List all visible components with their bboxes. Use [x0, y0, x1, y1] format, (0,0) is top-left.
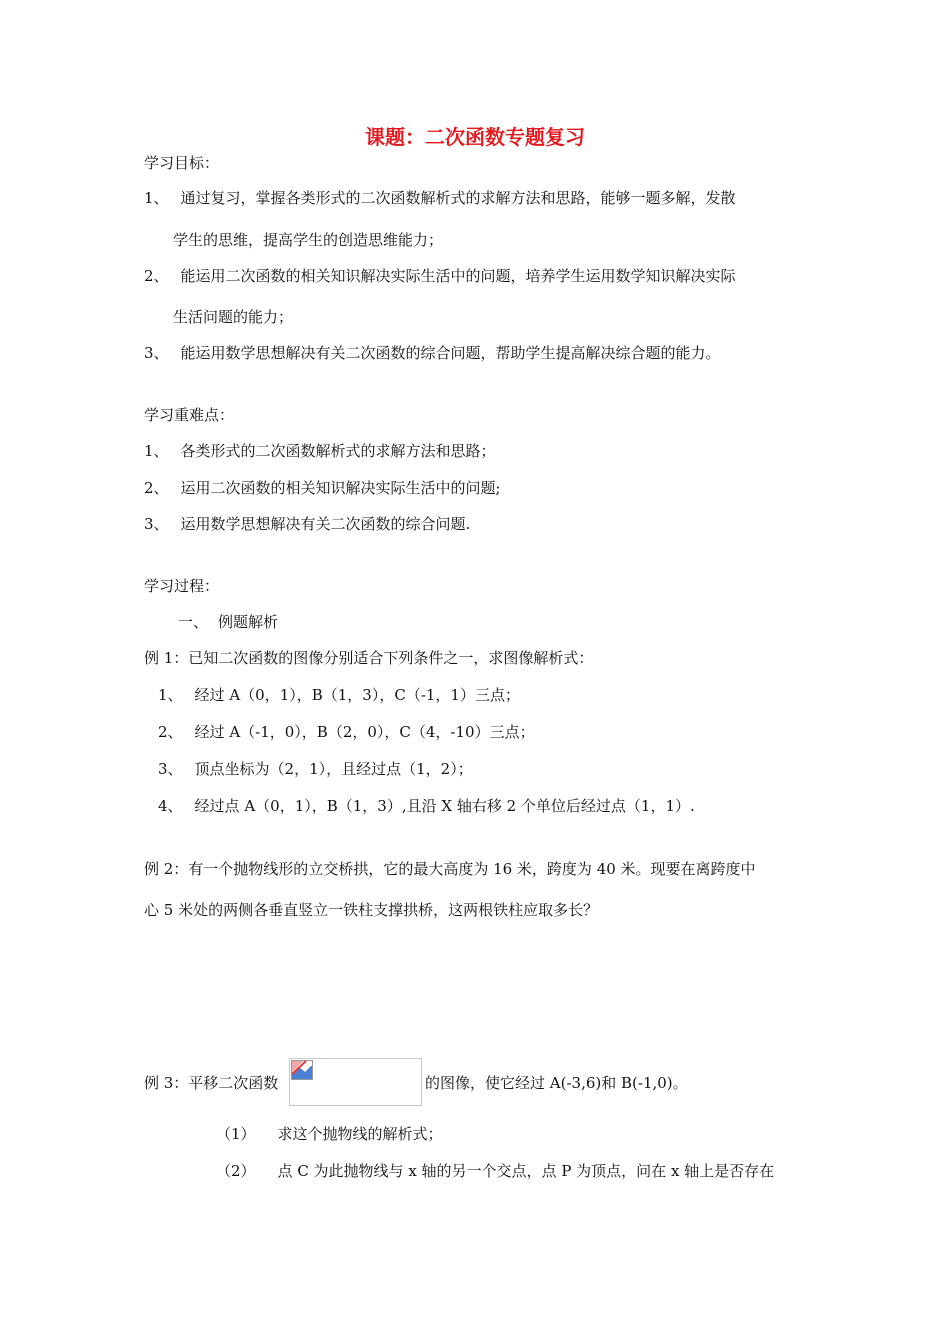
example-2-line-2: 心 5 米处的两侧各垂直竖立一铁柱支撑拱桥，这两根铁柱应取多长？ — [144, 901, 599, 919]
item-number: 1、 — [158, 686, 183, 704]
key-point-text: 运用数学思想解决有关二次函数的综合问题. — [180, 515, 471, 533]
example-3-sub-1 — [216, 1124, 443, 1144]
objective-text: 能运用二次函数的相关知识解决实际生活中的问题，培养学生运用数学知识解决实际 — [180, 267, 736, 285]
key-point-number: 2、 — [144, 479, 169, 497]
item-text: 顶点坐标为（2，1），且经过点（1，2）； — [194, 760, 473, 778]
broken-image-glyph — [291, 1060, 313, 1080]
process-heading: 学习过程： — [144, 577, 220, 595]
item-text: 经过点 A（0，1），B（1，3）,且沿 X 轴右移 2 个单位后经过点（1，1）. — [194, 797, 695, 815]
example-1-item-2 — [158, 722, 535, 742]
key-point-item-2 — [144, 478, 501, 498]
section-heading-examples — [178, 612, 278, 632]
key-point-item-3 — [144, 514, 470, 534]
key-point-text: 运用二次函数的相关知识解决实际生活中的问题; — [180, 479, 501, 497]
sub-number: （2） — [216, 1162, 256, 1180]
page-title: 课题：二次函数专题复习 — [365, 125, 585, 149]
example-1-intro: 例 1：已知二次函数的图像分别适合下列条件之一，求图像解析式： — [144, 649, 594, 667]
key-point-item-1 — [144, 441, 496, 461]
example-3-text-before: 例 3：平移二次函数 — [144, 1074, 279, 1092]
section-title: 例题解析 — [218, 613, 279, 631]
broken-image-icon — [289, 1058, 422, 1106]
section-number: 一、 — [178, 613, 209, 631]
objective-number: 3、 — [144, 344, 169, 362]
sub-text: 点 C 为此抛物线与 x 轴的另一个交点，点 P 为顶点，问在 x 轴上是否存在 — [277, 1162, 775, 1180]
key-point-text: 各类形式的二次函数解析式的求解方法和思路； — [180, 442, 496, 460]
key-points-heading: 学习重难点： — [144, 406, 235, 424]
item-text: 经过 A（0，1），B（1，3），C（-1，1）三点； — [194, 686, 520, 704]
example-2-line-1: 例 2：有一个抛物线形的立交桥拱，它的最大高度为 16 米，跨度为 40 米。现要在离跨度中 — [144, 860, 756, 878]
item-text: 经过 A（-1，0），B（2，0），C（4，-10）三点； — [194, 723, 535, 741]
example-3-sub-2 — [216, 1161, 774, 1181]
objective-number: 1、 — [144, 189, 169, 207]
sub-number: （1） — [216, 1125, 256, 1143]
item-number: 3、 — [158, 760, 183, 778]
objective-number: 2、 — [144, 267, 169, 285]
sub-text: 求这个抛物线的解析式； — [277, 1125, 443, 1143]
item-number: 2、 — [158, 723, 183, 741]
key-point-number: 1、 — [144, 442, 169, 460]
objective-item-3 — [144, 343, 721, 363]
item-number: 4、 — [158, 797, 183, 815]
objective-text: 通过复习，掌握各类形式的二次函数解析式的求解方法和思路，能够一题多解，发散 — [180, 189, 736, 207]
key-point-number: 3、 — [144, 515, 169, 533]
example-1-item-3 — [158, 759, 473, 779]
objective-item-2-continued: 生活问题的能力； — [173, 308, 294, 326]
objective-item-1-continued: 学生的思维，提高学生的创造思维能力； — [173, 231, 444, 249]
objective-text: 能运用数学思想解决有关二次函数的综合问题，帮助学生提高解决综合题的能力。 — [180, 344, 721, 362]
objective-item-2 — [144, 266, 736, 286]
example-1-item-4 — [158, 796, 695, 816]
example-3-text-after: 的图像，使它经过 A(-3,6)和 B(-1,0)。 — [425, 1074, 688, 1092]
objectives-heading: 学习目标： — [144, 154, 220, 172]
objective-item-1 — [144, 188, 736, 208]
example-1-item-1 — [158, 685, 520, 705]
